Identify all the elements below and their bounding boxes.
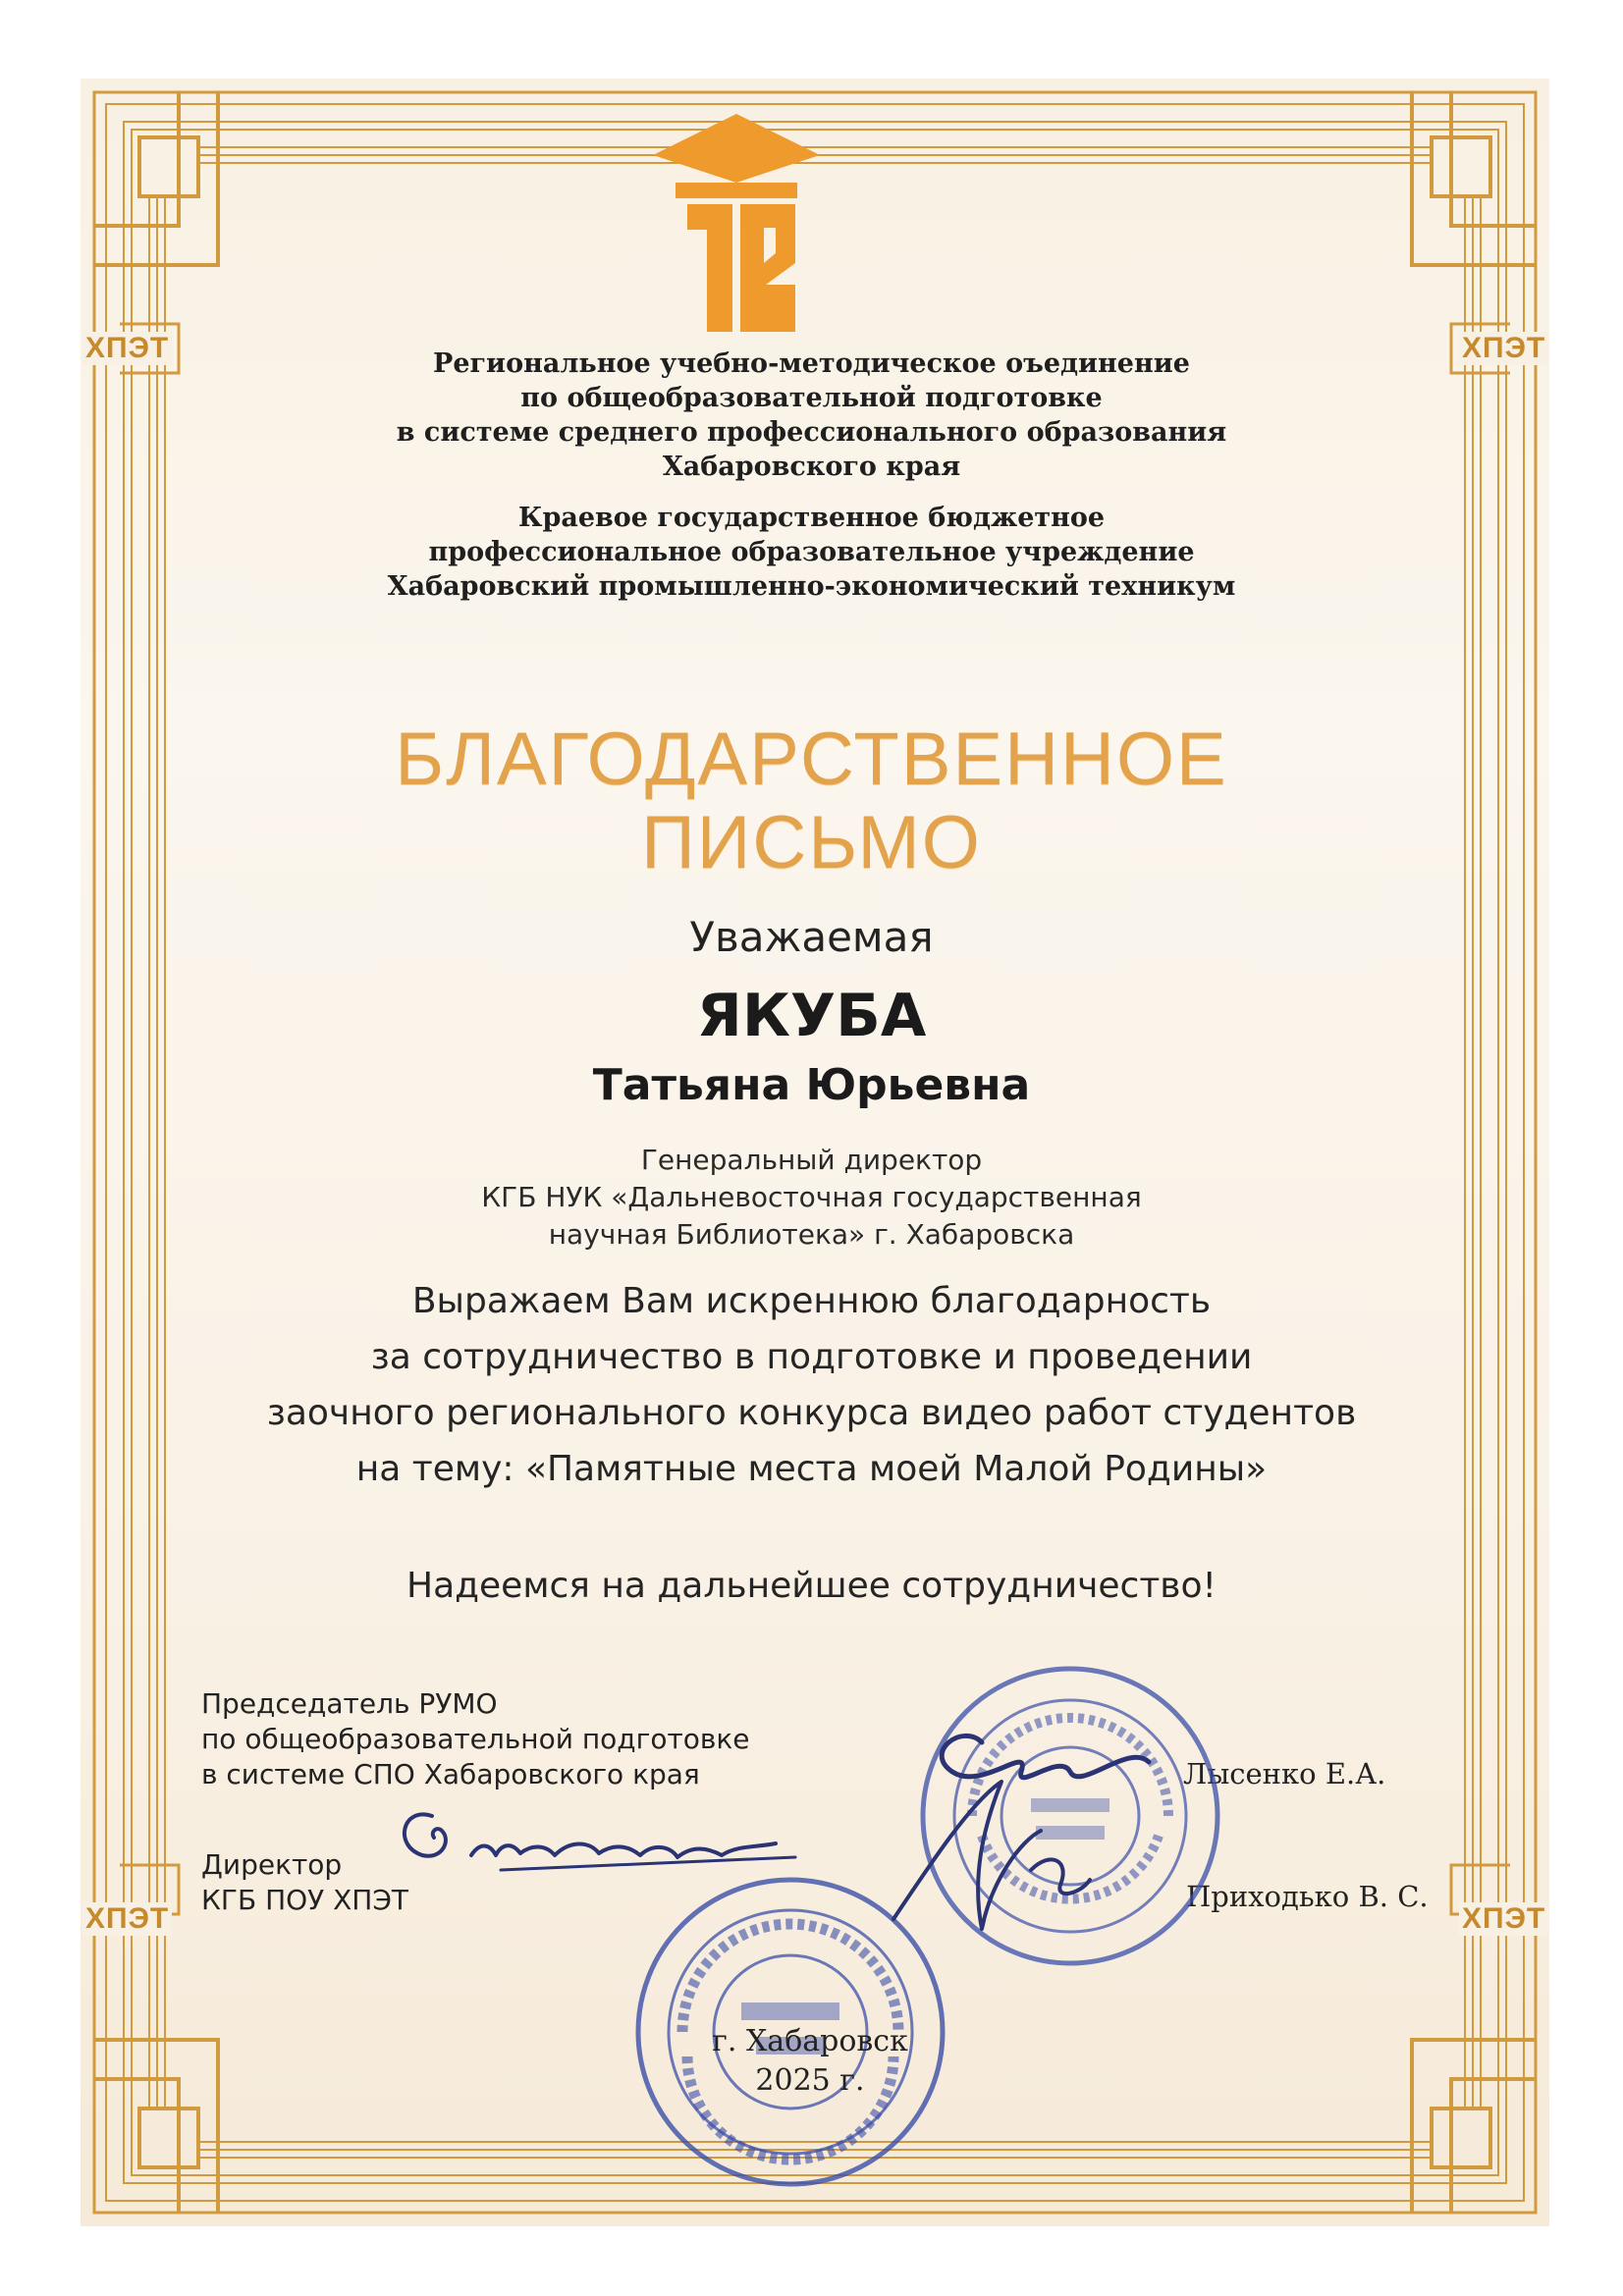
director-title-line-1: Директор bbox=[201, 1848, 343, 1881]
rumo-line-2: по общеобразовательной подготовке bbox=[520, 383, 1103, 413]
chair-signature-title bbox=[201, 1686, 750, 1792]
monogram-left-top: ХПЭТ bbox=[82, 332, 172, 365]
message-line-3: заочного регионального конкурса видео работ студентов bbox=[266, 1393, 1357, 1433]
rumo-line-1: Региональное учебно-методическое оъединение bbox=[433, 348, 1190, 379]
rumo-line-3: в системе среднего профессионального образования bbox=[396, 417, 1227, 448]
message-line-4: на тему: «Памятные места моей Малой Родины» bbox=[355, 1449, 1268, 1489]
director-title-line-2: КГБ ПОУ ХПЭТ bbox=[201, 1884, 409, 1916]
director-signature-title bbox=[201, 1847, 408, 1918]
document-title-line-2: ПИСЬМО bbox=[641, 801, 982, 884]
monogram-right-top: ХПЭТ bbox=[1459, 332, 1548, 365]
message-line-1: Выражаем Вам искреннюю благодарность bbox=[411, 1281, 1212, 1321]
recipient-given-names: Татьяна Юрьевна bbox=[592, 1060, 1031, 1110]
salutation: Уважаемая bbox=[689, 913, 934, 961]
closing-line: Надеемся на дальнейшее сотрудничество! bbox=[406, 1566, 1217, 1606]
recipient-position-line-3: научная Библиотека» г. Хабаровска bbox=[548, 1218, 1075, 1251]
rumo-line-4: Хабаровского края bbox=[662, 452, 961, 482]
college-line-2: профессиональное образовательное учреждение bbox=[428, 537, 1195, 567]
document-title-line-1: БЛАГОДАРСТВЕННОЕ bbox=[395, 718, 1228, 801]
message-line-2: за сотрудничество в подготовке и проведении bbox=[370, 1337, 1253, 1377]
chair-title-line-1: Председатель РУМО bbox=[201, 1687, 498, 1720]
chair-name: Лысенко Е.А. bbox=[1183, 1757, 1386, 1790]
monogram-left-bottom: ХПЭТ bbox=[82, 1902, 172, 1936]
recipient-position-line-1: Генеральный директор bbox=[640, 1144, 983, 1176]
college-line-3: Хабаровский промышленно-экономический техникум bbox=[387, 571, 1236, 602]
place-city: г. Хабаровск bbox=[712, 2024, 908, 2058]
recipient-surname: ЯКУБА bbox=[696, 982, 927, 1050]
graduation-cap-logo-icon bbox=[648, 106, 825, 342]
director-name: Приходько В. С. bbox=[1186, 1880, 1429, 1913]
chair-title-line-3: в системе СПО Хабаровского края bbox=[201, 1758, 700, 1790]
monogram-right-bottom: ХПЭТ bbox=[1459, 1902, 1548, 1936]
chair-title-line-2: по общеобразовательной подготовке bbox=[201, 1723, 750, 1755]
handwritten-signature bbox=[835, 1713, 1208, 1949]
place-year: 2025 г. bbox=[755, 2063, 865, 2098]
college-line-1: Краевое государственное бюджетное bbox=[517, 503, 1106, 533]
recipient-position-line-2: КГБ НУК «Дальневосточная государственная bbox=[481, 1181, 1142, 1213]
handwritten-note-signature bbox=[383, 1787, 825, 1895]
